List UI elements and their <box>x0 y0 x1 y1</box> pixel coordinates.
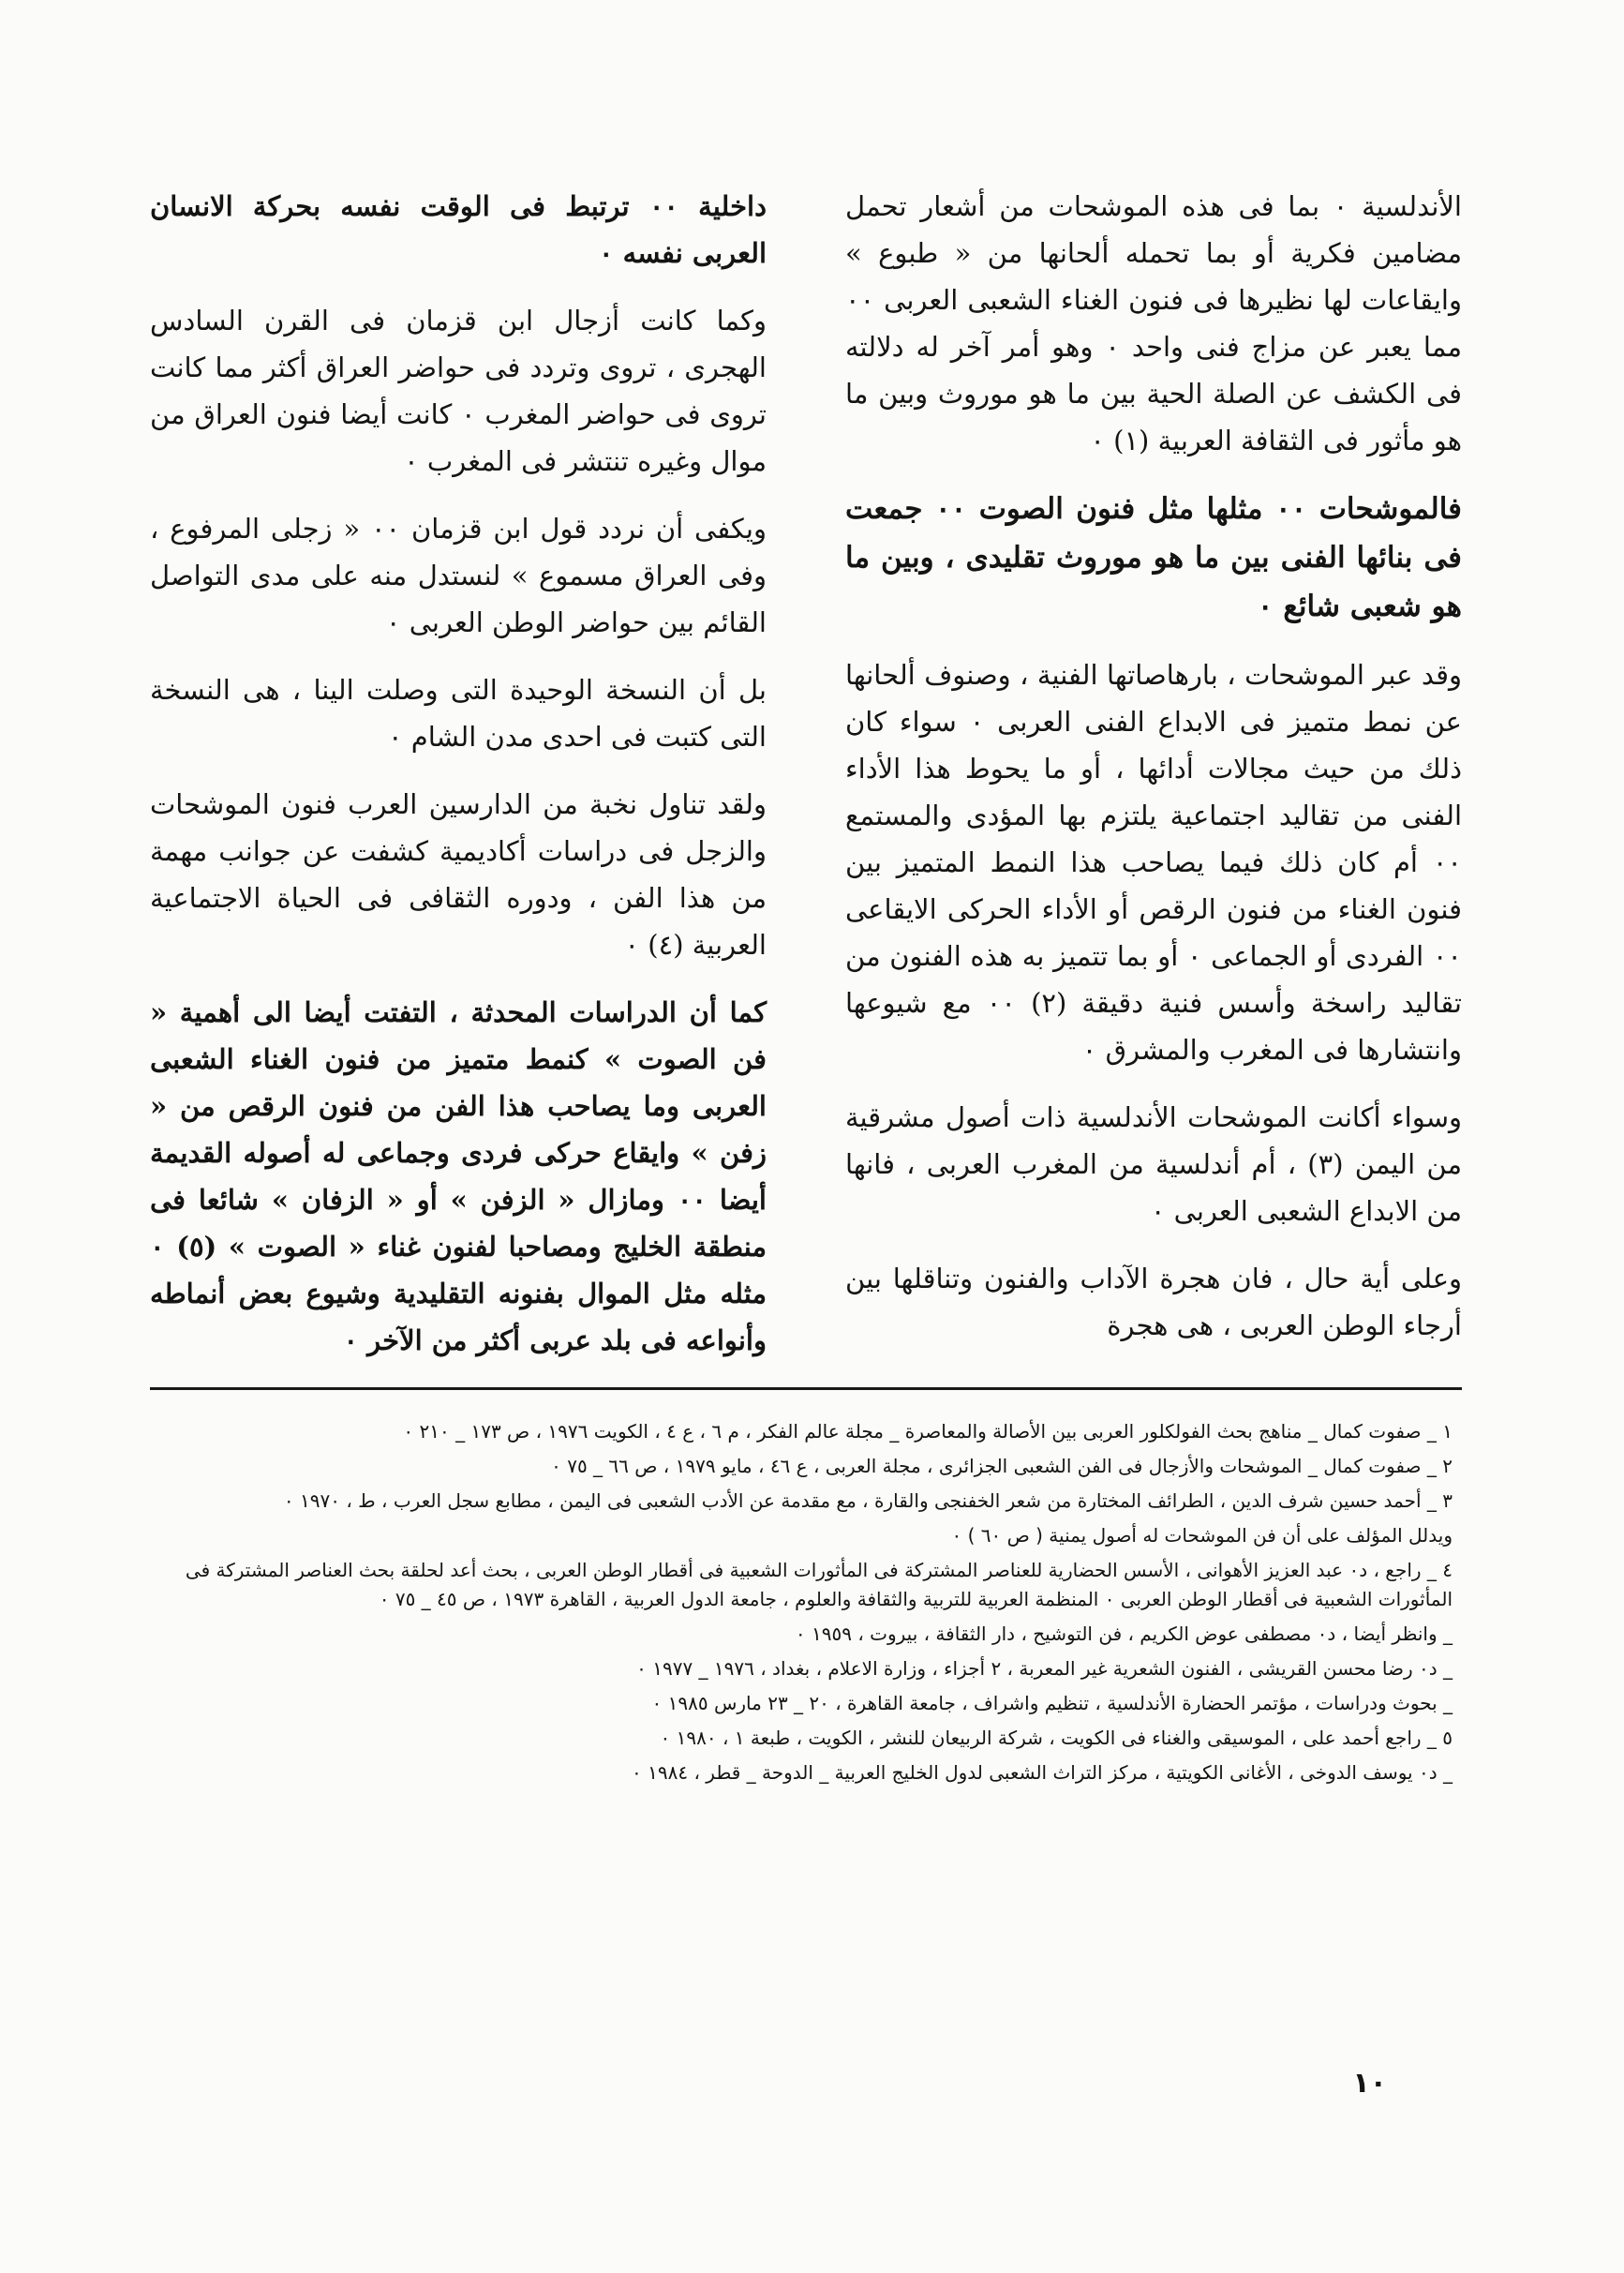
paragraph: ويكفى أن نردد قول ابن قزمان ٠٠ « زجلى المرفوع ، وفى العراق مسموع » لنستدل منه على مدى التواصل القائم بين حواضر الوطن العربى ٠ <box>150 513 767 638</box>
paragraph: داخلية ٠٠ ترتبط فى الوقت نفسه بحركة الانسان العربى نفسه ٠ <box>150 190 767 269</box>
paragraph: وقد عبر الموشحات ، بارهاصاتها الفنية ، وصنوف ألحانها عن نمط متميز فى الابداع الفنى العربى ٠ سواء كان ذلك من حيث مجالات أدائها ، أو ما يحوط هذا الأداء الفنى من تقاليد اجتماعية يلتزم بها المؤدى والمستمع ٠٠ أم كان ذلك فيما يصاحب هذا النمط المتميز بين فنون الغناء من فنون الرقص أو الأداء الحركى الايقاعى ٠٠ الفردى أو الجماعى ٠ أو بما تتميز به هذه الفنون من تقاليد راسخة وأسس فنية دقيقة (٢) ٠٠ مع شيوعها وانتشارها فى المغرب والمشرق ٠ <box>845 659 1462 1066</box>
emphasized-paragraph: فالموشحات ٠٠ مثلها مثل فنون الصوت ٠٠ جمعت فى بنائها الفنى بين ما هو موروث تقليدى ، وبين ما هو شعبى شائع ٠ <box>845 492 1462 623</box>
right-column <box>845 183 1462 1369</box>
page-number: ١٠ <box>1352 2067 1387 2100</box>
paragraph: بل أن النسخة الوحيدة التى وصلت الينا ، هى النسخة التى كتبت فى احدى مدن الشام ٠ <box>150 674 767 753</box>
footnote: _ د٠ رضا محسن القريشى ، الفنون الشعرية غير المعربة ، ٢ أجزاء ، وزارة الاعلام ، بغداد ، ١٩٧٦ _ ١٩٧٧ ٠ <box>636 1657 1453 1680</box>
paragraph: وعلى أية حال ، فان هجرة الآداب والفنون وتناقلها بين أرجاء الوطن العربى ، هى هجرة <box>845 1263 1462 1341</box>
footnote: ٥ _ راجع أحمد على ، الموسيقى والغناء فى الكويت ، شركة الربيعان للنشر ، الكويت ، طبعة ١ ، ١٩٨٠ ٠ <box>660 1727 1453 1749</box>
paragraph: كما أن الدراسات المحدثة ، التفتت أيضا الى أهمية « فن الصوت » كنمط متميز من فنون الغناء الشعبى العربى وما يصاحب هذا الفن من فنون الرقص من « زفن » وايقاع حركى فردى وجماعى له أصوله القديمة أيضا ٠٠ ومازال « الزفن » أو « الزفان » شائعا فى منطقة الخليج ومصاحبا لفنون غناء « الصوت » (٥) ٠ مثله مثل الموال بفنونه التقليدية وشيوع بعض أنماطه وأنواعه فى بلد عربى أكثر من الآخر ٠ <box>150 996 767 1356</box>
footnote: _ بحوث ودراسات ، مؤتمر الحضارة الأندلسية ، تنظيم واشراف ، جامعة القاهرة ، ٢٠ _ ٢٣ مارس ١٩٨٥ ٠ <box>651 1692 1453 1714</box>
body-columns <box>150 183 1462 1373</box>
paragraph: وكما كانت أزجال ابن قزمان فى القرن السادس الهجرى ، تروى وتردد فى حواضر العراق أكثر مما كانت تروى فى حواضر المغرب ٠ كانت أيضا فنون العراق من موال وغيره تنتشر فى المغرب ٠ <box>150 305 767 477</box>
footnote-divider <box>150 1387 1462 1390</box>
footnote: ٤ _ راجع ، د٠ عبد العزيز الأهوانى ، الأسس الحضارية للعناصر المشتركة فى المأثورات الشعبية فى أقطار الوطن العربى ، بحث أعد لحلقة بحث العناصر المشتركة فى المأثورات الشعبية فى أقطار الوطن العربى ٠ المنظمة العربية للتربية والثقافة والعلوم ، جامعة الدول العربية ، القاهرة ١٩٧٣ ، ص ٤٥ _ ٧٥ ٠ <box>185 1559 1453 1610</box>
footnote: ٣ _ أحمد حسين شرف الدين ، الطرائف المختارة من شعر الخفنجى والقارة ، مع مقدمة عن الأدب الشعبى فى اليمن ، مطابع سجل العرب ، ط ، ١٩٧٠ ٠ <box>283 1489 1453 1512</box>
paragraph: ولقد تناول نخبة من الدارسين العرب فنون الموشحات والزجل فى دراسات أكاديمية كشفت عن جوانب مهمة من هذا الفن ، ودوره الثقافى فى الحياة الاجتماعية العربية (٤) ٠ <box>150 788 767 961</box>
footnotes <box>150 1417 1453 1793</box>
footnote: ويدلل المؤلف على أن فن الموشحات له أصول يمنية ( ص ٦٠ ) ٠ <box>951 1524 1453 1547</box>
footnote: ٢ _ صفوت كمال _ الموشحات والأزجال فى الفن الشعبى الجزائرى ، مجلة العربى ، ع ٤٦ ، مايو ١٩٧٩ ، ص ٦٦ _ ٧٥ ٠ <box>551 1455 1453 1477</box>
footnote: ١ _ صفوت كمال _ مناهج بحث الفولكلور العربى بين الأصالة والمعاصرة _ مجلة عالم الفكر ، م ٦ ، ع ٤ ، الكويت ١٩٧٦ ، ص ١٧٣ _ ٢١٠ ٠ <box>403 1420 1453 1443</box>
left-column <box>150 183 767 1384</box>
footnote: _ وانظر أيضا ، د٠ مصطفى عوض الكريم ، فن التوشيح ، دار الثقافة ، بيروت ، ١٩٥٩ ٠ <box>795 1623 1453 1645</box>
footnote: _ د٠ يوسف الدوخى ، الأغانى الكويتية ، مركز التراث الشعبى لدول الخليج العربية _ الدوحة _ قطر ، ١٩٨٤ ٠ <box>632 1761 1453 1784</box>
paragraph: الأندلسية ٠ بما فى هذه الموشحات من أشعار تحمل مضامين فكرية أو بما تحمله ألحانها من « طبوع » وايقاعات لها نظيرها فى فنون الغناء الشعبى العربى ٠٠ مما يعبر عن مزاج فنى واحد ٠ وهو أمر آخر له دلالته فى الكشف عن الصلة الحية بين ما هو موروث وبين ما هو مأثور فى الثقافة العربية (١) ٠ <box>845 190 1462 456</box>
paragraph: وسواء أكانت الموشحات الأندلسية ذات أصول مشرقية من اليمن (٣) ، أم أندلسية من المغرب العربى ، فانها من الابداع الشعبى العربى ٠ <box>845 1101 1462 1227</box>
